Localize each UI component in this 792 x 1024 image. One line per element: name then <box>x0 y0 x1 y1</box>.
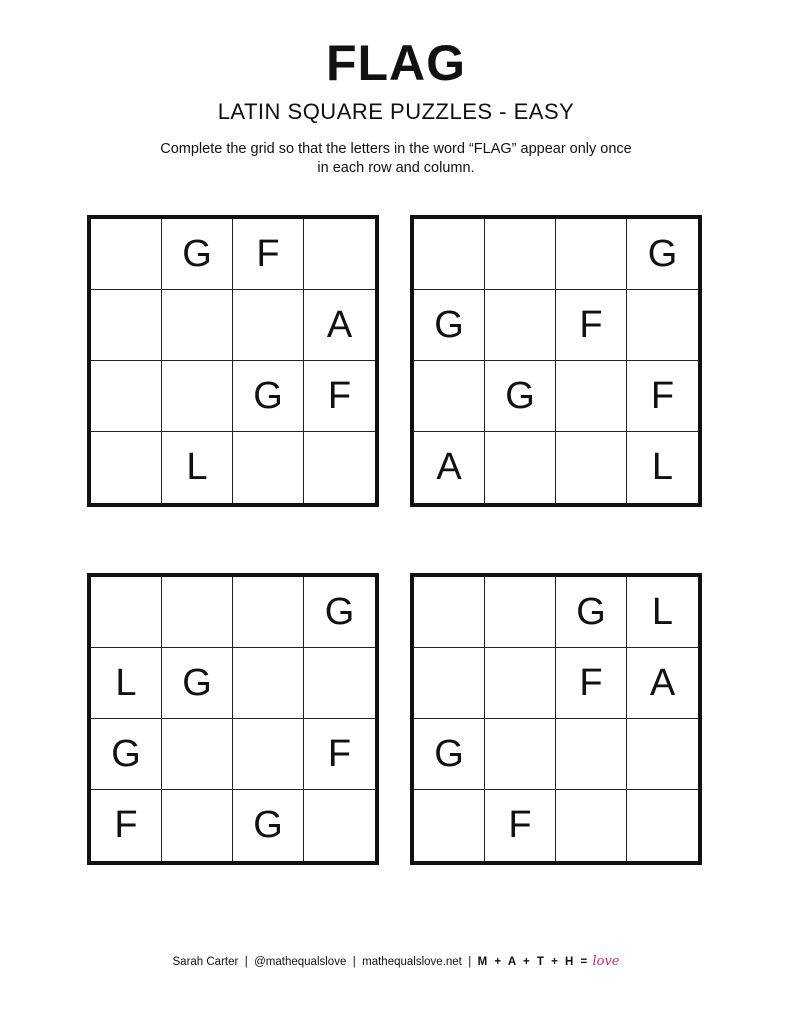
grid-cell <box>233 577 304 648</box>
grid-cell <box>91 361 162 432</box>
grid-cell: F <box>233 219 304 290</box>
grid-cell <box>91 577 162 648</box>
grid-cell <box>556 719 627 790</box>
grid-cell: G <box>162 219 233 290</box>
footer-author: Sarah Carter <box>172 956 239 968</box>
grid-cell <box>162 790 233 861</box>
grid-cell: G <box>304 577 375 648</box>
grid-cell <box>233 432 304 503</box>
grid-cell <box>414 577 485 648</box>
grid-cell <box>556 361 627 432</box>
grid-cell <box>485 290 556 361</box>
puzzle-grid-2 <box>410 215 702 507</box>
footer-logo-love: love <box>592 954 620 969</box>
grid-cell <box>162 577 233 648</box>
grid-cell <box>162 290 233 361</box>
grid-cell <box>304 432 375 503</box>
footer <box>0 955 792 969</box>
grid-cell: F <box>91 790 162 861</box>
grid-cell: A <box>627 648 698 719</box>
puzzle-grid-4 <box>410 573 702 865</box>
worksheet-subtitle: LATIN SQUARE PUZZLES - EASY <box>217 99 575 124</box>
grid-cell <box>162 719 233 790</box>
grid-cell: F <box>304 361 375 432</box>
footer-logo: M + A + T + H = <box>477 956 590 968</box>
grid-cell: G <box>91 719 162 790</box>
grid-cell <box>233 290 304 361</box>
grid-cell <box>414 219 485 290</box>
grid-cell <box>91 290 162 361</box>
grid-cell <box>304 648 375 719</box>
grid-cell <box>414 790 485 861</box>
grid-cell: F <box>556 648 627 719</box>
grid-cell <box>627 790 698 861</box>
grid-cell: L <box>651 446 674 488</box>
grid-cell: G <box>162 648 233 719</box>
worksheet-title: FLAG <box>325 35 467 91</box>
grid-cell: G <box>233 790 304 861</box>
grid-cell <box>233 648 304 719</box>
puzzle-grid-3 <box>87 573 379 865</box>
grid-cell: A <box>414 432 485 503</box>
grid-cell: G <box>414 719 485 790</box>
grid-cell <box>485 219 556 290</box>
grid-cell: F <box>556 290 627 361</box>
grid-cell: L <box>162 432 233 503</box>
grid-cell <box>485 577 556 648</box>
instructions-line-2: in each row and column. <box>317 160 475 176</box>
grid-cell: F <box>627 361 698 432</box>
grid-cell: L <box>627 577 698 648</box>
grid-cell: A <box>304 290 375 361</box>
grid-cell: G <box>414 290 485 361</box>
footer-separator: | <box>244 956 248 968</box>
grid-cell <box>91 219 162 290</box>
grid-cell <box>556 432 627 503</box>
puzzle-grid-1 <box>87 215 379 507</box>
footer-separator: | <box>352 956 356 968</box>
grid-cell <box>162 361 233 432</box>
grid-cell <box>485 432 556 503</box>
footer-separator: | <box>468 956 472 968</box>
grid-cell: G <box>556 577 627 648</box>
instructions <box>96 140 696 178</box>
grid-cell: G <box>485 361 556 432</box>
grid-cell: L <box>91 648 162 719</box>
footer-site: mathequalslove.net <box>362 956 462 968</box>
instructions-line-1: Complete the grid so that the letters in the word “FLAG” appear only once <box>160 141 632 157</box>
grid-cell <box>304 790 375 861</box>
grid-cell <box>485 719 556 790</box>
grid-cell <box>556 790 627 861</box>
grid-cell <box>627 719 698 790</box>
grid-cell: F <box>485 790 556 861</box>
grid-cell: F <box>304 719 375 790</box>
grid-cell <box>414 361 485 432</box>
grid-cell <box>304 219 375 290</box>
grid-cell <box>627 290 698 361</box>
grid-cell <box>485 648 556 719</box>
grid-cell <box>91 432 162 503</box>
footer-handle: @mathequalslove <box>254 956 347 968</box>
grid-cell <box>556 219 627 290</box>
grid-cell <box>414 648 485 719</box>
grid-cell: G <box>233 361 304 432</box>
grid-cell: G <box>627 219 698 290</box>
grid-cell <box>233 719 304 790</box>
